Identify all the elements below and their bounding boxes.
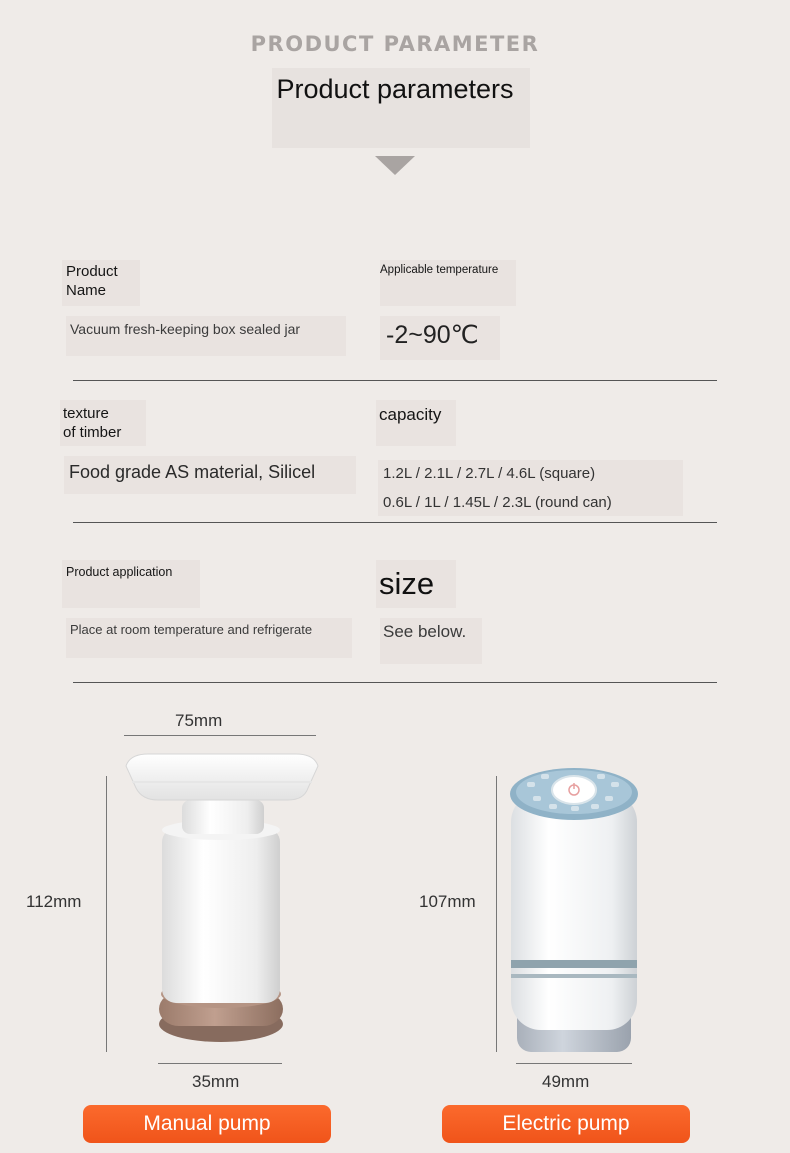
size-label: size [379,566,435,601]
texture-label [63,404,121,442]
divider-2 [73,522,717,523]
manual-pump-image [118,752,328,1052]
electric-height-label: 107mm [419,892,476,911]
capacity-round: 0.6L / 1L / 1.45L / 2.3L (round can) [383,494,612,511]
name-value: Vacuum fresh-keeping box sealed jar [70,321,301,337]
name-label-line1: Product [66,263,118,280]
chevron-down-icon [375,156,415,175]
divider-1 [73,380,717,381]
manual-pump-label-button: Manual pump [83,1105,331,1143]
temp-label: Applicable temperature [380,264,499,276]
manual-height-label: 112mm [26,892,82,911]
electric-base-label: 49mm [542,1072,590,1091]
electric-base-line [516,1063,632,1064]
electric-pump-image [505,760,645,1056]
texture-value: Food grade AS material, Silicel [69,462,316,482]
header-en-title: PRODUCT PARAMETER [250,32,540,56]
manual-height-line [106,776,107,1052]
manual-width-line [124,735,316,736]
texture-label-line2: of timber [63,424,122,441]
manual-base-label: 35mm [192,1072,240,1091]
electric-pump-label-button: Electric pump [442,1105,690,1143]
divider-3 [73,682,717,683]
application-label: Product application [66,565,173,579]
name-label [66,262,118,300]
application-value: Place at room temperature and refrigerate [70,622,313,637]
capacity-square: 1.2L / 2.1L / 2.7L / 4.6L (square) [383,465,596,482]
electric-height-line [496,776,497,1052]
texture-label-line1: texture [63,405,109,422]
name-label-line2: Name [66,282,107,299]
size-value: See below. [383,622,467,641]
temp-value: -2~90℃ [386,321,479,349]
page-title: Product parameters [276,74,514,104]
capacity-label: capacity [379,405,442,424]
manual-width-label: 75mm [175,711,223,730]
manual-base-line [158,1063,282,1064]
